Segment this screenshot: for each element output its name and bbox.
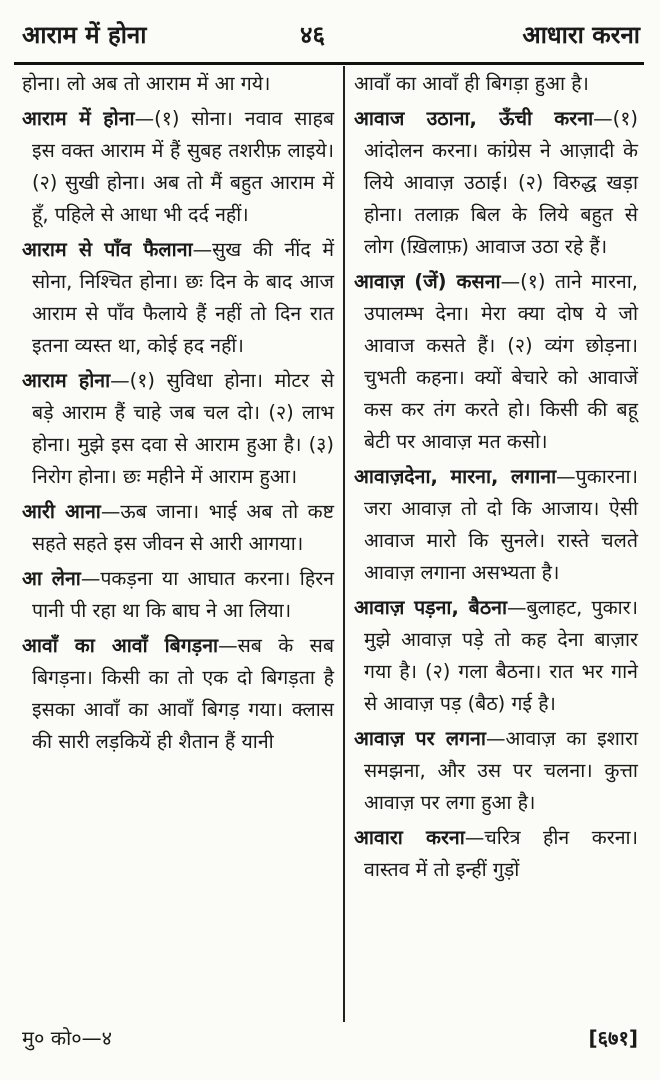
entry-definition: —पकड़ना या आघात करना। हिरन पानी पी रहा था कि बाघ ने आ लिया। <box>32 567 334 622</box>
entry-definition: —सब के सब बिगड़ना। किसी का तो एक दो बिगड़ता है इसका आवाँ का आवाँ बिगड़ गया। क्लास की सारी लड़कियें ही शैतान हैं यानी <box>32 634 334 753</box>
column-divider <box>343 66 345 1022</box>
dictionary-entry <box>22 563 334 627</box>
entry-definition: —(१) सुविधा होना। मोटर से बड़े आराम हैं चाहे जब चल दो। (२) लाभ होना। मुझे इस दवा से आराम हुआ है। (३) निरोग होना। छः महीने में आराम हुआ। <box>32 369 334 488</box>
entry-definition: —चरित्र हीन करना। वास्तव में तो इन्हीं गुड़ों <box>364 826 639 881</box>
entry-headword: आ लेना <box>22 567 81 590</box>
entry-definition: —(१) सोना। नवाव साहब इस वक्त आराम में हैं सुबह तशरीफ़ लाइये। (२) सुखी होना। अब तो मैं बहुत आराम में हूँ, पहिले से आधा भी दर्द नहीं। <box>32 107 334 226</box>
running-head-left: आराम में होना <box>22 21 147 49</box>
dictionary-entry <box>354 592 638 720</box>
dictionary-entry <box>354 103 638 263</box>
entry-definition: होना। लो अब तो आराम में आ गये। <box>22 72 271 95</box>
entry-headword: आवाज़ (जें) कसना <box>354 270 501 293</box>
signature-mark: मु० को०—४ <box>22 1026 113 1050</box>
dictionary-entry <box>22 496 334 560</box>
dictionary-entry <box>354 461 638 589</box>
entry-definition: आवाँ का आवाँ ही बिगड़ा हुआ है। <box>354 72 589 95</box>
dictionary-entry <box>354 68 638 100</box>
dictionary-entry <box>22 630 334 758</box>
entry-definition: —आवाज़ का इशारा समझना, और उस पर चलना। कुत्ता आवाज़ पर लगा हुआ है। <box>364 727 638 814</box>
entry-headword: आवाँ का आवाँ बिगड़ना <box>22 634 219 657</box>
entry-headword: आराम से पाँव फैलाना <box>22 238 193 261</box>
dictionary-entry <box>354 266 638 458</box>
page-number: ४६ <box>300 21 325 49</box>
dictionary-entry <box>354 822 638 886</box>
right-column <box>354 68 638 889</box>
entry-headword: आवाज़ पड़ना, बैठना <box>354 596 508 619</box>
entry-headword: आवाज उठाना, ऊँची करना <box>354 107 594 130</box>
dictionary-entry <box>22 234 334 362</box>
entry-headword: आवाज़ पर लगना <box>354 727 486 750</box>
page-header <box>0 0 660 64</box>
entry-definition: —बुलाहट, पुकार। मुझे आवाज़ पड़े तो कह देना बाज़ार गया है। (२) गला बैठना। रात भर गाने से आवाज़ पड़ (बैठ) गई है। <box>364 596 638 715</box>
left-column <box>22 68 334 761</box>
footer-page-number: [६७१] <box>588 1026 638 1050</box>
header-rule <box>14 62 644 65</box>
entry-headword: आवारा करना <box>354 826 465 849</box>
entry-headword: आराम होना <box>22 369 111 392</box>
entry-definition: —(१) ताने मारना, उपालम्भ देना। मेरा क्या दोष ये जो आवाज कसते हैं। (२) व्यंग छोड़ना। चुभती कहना। क्यों बेचारे को आवाजें कस कर तंग करते हो। किसी की बहू बेटी पर आवाज़ मत कसो। <box>364 270 638 453</box>
dictionary-entry <box>354 723 638 819</box>
entry-headword: आवाज़देना, मारना, लगाना <box>354 465 557 488</box>
running-head-right: आधारा करना <box>522 21 640 49</box>
entry-headword: आराम में होना <box>22 107 135 130</box>
entry-definition: —सुख की नींद में सोना, निश्चित होना। छः दिन के बाद आज आराम से पाँव फैलाये हैं नहीं तो दिन रात इतना व्यस्त था, कोई हद नहीं। <box>32 238 334 357</box>
dictionary-entry <box>22 68 334 100</box>
dictionary-entry <box>22 365 334 493</box>
entry-definition: —पुकारना। जरा आवाज़ तो दो कि आजाय। ऐसी आवाज मारो कि सुनले। रास्ते चलते आवाज़ लगाना असभ्यता है। <box>364 465 638 584</box>
entry-headword: आरी आना <box>22 500 101 523</box>
entry-definition: —(१) आंदोलन करना। कांग्रेस ने आज़ादी के लिये आवाज़ उठाई। (२) विरुद्ध खड़ा होना। तलाक़ बिल के लिये बहुत से लोग (ख़िलाफ़) आवाज उठा रहे हैं। <box>364 107 638 258</box>
entry-definition: —ऊब जाना। भाई अब तो कष्ट सहते सहते इस जीवन से आरी आगया। <box>32 500 334 555</box>
dictionary-entry <box>22 103 334 231</box>
